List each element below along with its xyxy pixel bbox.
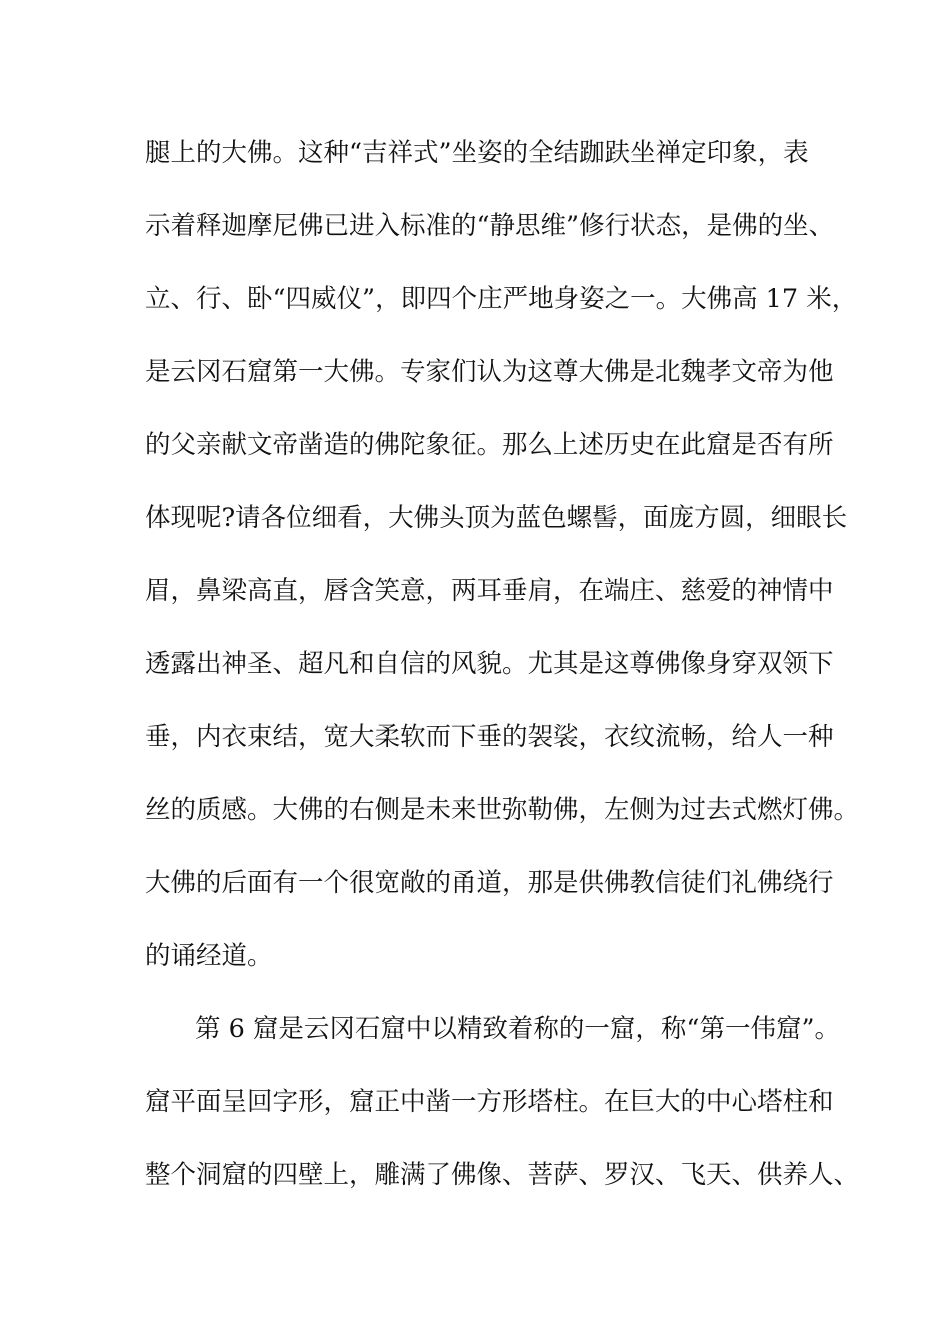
text-line: 窟平面呈回字形，窟正中凿一方形塔柱。在巨大的中心塔柱和: [145, 1087, 834, 1117]
text-line: 第 6 窟是云冈石窟中以精致着称的一窟，称“第一伟窟”。: [195, 1014, 841, 1044]
text-line: 眉，鼻梁高直，唇含笑意，两耳垂肩，在端庄、慈爱的神情中: [145, 576, 834, 606]
text-line: 示着释迦摩尼佛已进入标准的“静思维”修行状态，是佛的坐、: [145, 211, 835, 241]
text-line: 立、行、卧“四威仪”，即四个庄严地身姿之一。大佛高 17 米，: [145, 284, 858, 314]
paragraph: [145, 1006, 860, 1225]
text-line: 是云冈石窟第一大佛。专家们认为这尊大佛是北魏孝文帝为他: [145, 357, 834, 387]
paragraph: [145, 130, 860, 1006]
text-line: 大佛的后面有一个很宽敞的甬道，那是供佛教信徒们礼佛绕行: [145, 868, 834, 898]
text-line: 的父亲献文帝凿造的佛陀象征。那么上述历史在此窟是否有所: [145, 430, 834, 460]
text-line: 垂，内衣束结，宽大柔软而下垂的袈裟，衣纹流畅，给人一种: [145, 722, 834, 752]
text-line: 体现呢?请各位细看，大佛头顶为蓝色螺髻，面庞方圆，细眼长: [145, 503, 848, 533]
text-line: 的诵经道。: [145, 941, 273, 971]
text-line: 透露出神圣、超凡和自信的风貌。尤其是这尊佛像身穿双领下: [145, 649, 834, 679]
text-line: 整个洞窟的四壁上，雕满了佛像、菩萨、罗汉、飞天、供养人、: [145, 1160, 860, 1190]
body-text: [145, 130, 860, 1225]
text-line: 丝的质感。大佛的右侧是未来世弥勒佛，左侧为过去式燃灯佛。: [145, 795, 860, 825]
text-line: 腿上的大佛。这种“吉祥式”坐姿的全结跏趺坐禅定印象，表: [145, 138, 809, 168]
